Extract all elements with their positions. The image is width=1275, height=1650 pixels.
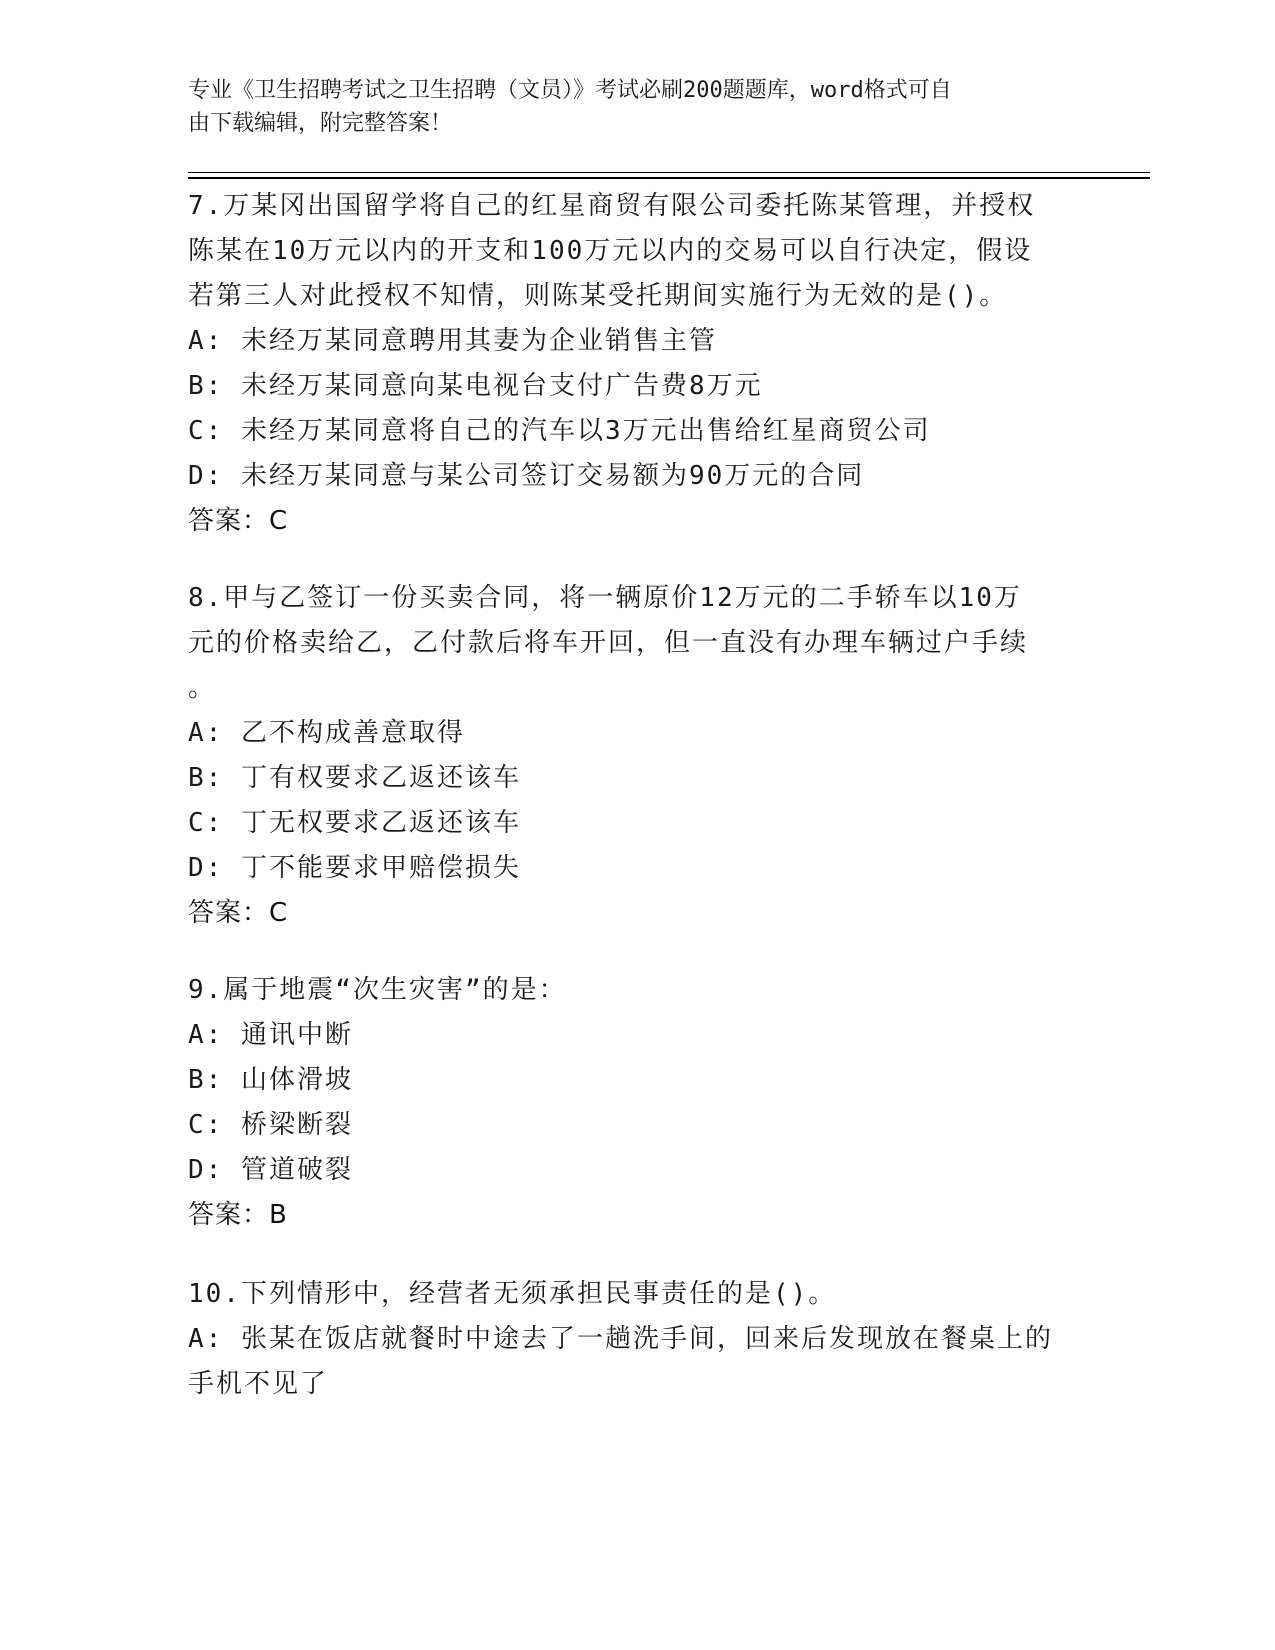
question-stem-line: 若第三人对此授权不知情，则陈某受托期间实施行为无效的是()。 [188,281,1008,311]
question-8 [188,576,1068,936]
option-a: A: 张某在饭店就餐时中途去了一趟洗手间，回来后发现放在餐桌上的 [188,1324,1053,1354]
header-line-2: 由下载编辑，附完整答案！ [188,111,453,136]
question-9 [188,968,1068,1238]
option-d: D: 未经万某同意与某公司签订交易额为90万元的合同 [188,461,865,491]
option-a: A: 未经万某同意聘用其妻为企业销售主管 [188,326,717,356]
option-b: B: 丁有权要求乙返还该车 [188,763,521,793]
answer-label: 答案：C [188,506,289,536]
header-rule-thin [188,172,1150,173]
option-b: B: 未经万某同意向某电视台支付广告费8万元 [188,371,763,401]
option-c: C: 丁无权要求乙返还该车 [188,808,521,838]
question-10 [188,1272,1068,1407]
option-a: A: 通讯中断 [188,1020,353,1050]
question-stem-line: 元的价格卖给乙，乙付款后将车开回，但一直没有办理车辆过户手续 [188,628,1029,658]
question-stem-line: 10.下列情形中，经营者无须承担民事责任的是()。 [188,1279,837,1309]
option-b: B: 山体滑坡 [188,1065,353,1095]
answer-label: 答案：B [188,1200,288,1230]
question-stem-line: 8.甲与乙签订一份买卖合同，将一辆原价12万元的二手轿车以10万 [188,583,1022,613]
question-stem-line: 陈某在10万元以内的开支和100万元以内的交易可以自行决定，假设 [188,236,1033,266]
option-c: C: 桥梁断裂 [188,1110,353,1140]
option-d: D: 管道破裂 [188,1155,353,1185]
question-stem-line: 9.属于地震“次生灾害”的是： [188,975,567,1005]
option-a: A: 乙不构成善意取得 [188,718,465,748]
question-stem-line: 。 [188,673,217,703]
option-d: D: 丁不能要求甲赔偿损失 [188,853,521,883]
option-a-continuation: 手机不见了 [188,1369,329,1399]
question-7 [188,184,1068,544]
header-rule-thick [188,177,1150,179]
answer-label: 答案：C [188,898,289,928]
question-stem-line: 7.万某冈出国留学将自己的红星商贸有限公司委托陈某管理，并授权 [188,191,1036,221]
document-header [188,74,1068,140]
header-line-1: 专业《卫生招聘考试之卫生招聘（文员）》考试必刷200题题库，word格式可自 [188,78,952,103]
option-c: C: 未经万某同意将自己的汽车以3万元出售给红星商贸公司 [188,416,931,446]
